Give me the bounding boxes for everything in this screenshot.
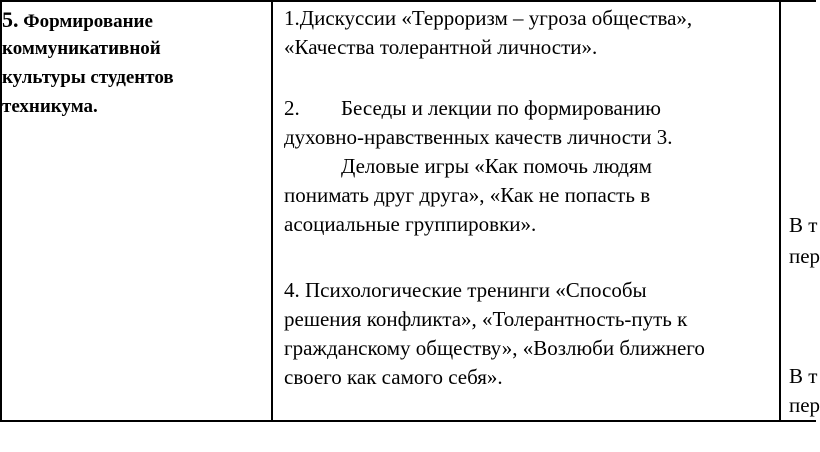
activity-1-line: «Качества толерантной личности». [284,35,598,59]
section-number: 5. [2,7,19,32]
activity-2-line: понимать друг друга», «Как не попасть в [284,183,651,207]
right-column-fragment: В т [789,364,818,388]
activity-4-line: гражданскому обществу», «Возлюби ближнего [284,336,705,360]
activity-4-line: 4. Психологические тренинги «Способы [284,278,647,302]
activity-2-number: 2. [284,96,300,120]
activity-2 [284,94,673,239]
activity-4 [284,276,705,392]
table-border-bottom [0,420,816,422]
section-title-line: Формирование [23,11,153,32]
activity-2-line: Деловые игры «Как помочь людям [341,154,652,178]
activity-2-line: Беседы и лекции по формированию [341,96,661,120]
right-column-fragment: пер [789,244,820,268]
section-title-line: культуры студентов [2,67,174,88]
section-title [2,5,174,121]
right-column-fragment: пер [789,393,820,417]
activity-1 [284,4,692,62]
table-border-top [0,0,816,2]
activity-4-line: своего как самого себя». [284,365,503,389]
section-title-line: коммуникативной [2,38,161,59]
table-column-divider-1 [271,0,273,422]
activity-4-line: решения конфликта», «Толерантность-путь к [284,307,688,331]
activity-2-line: духовно-нравственных качеств личности 3. [284,125,673,149]
section-title-line: техникума. [2,96,98,117]
activity-2-line: асоциальные группировки». [284,212,537,236]
right-column-fragment: В т [789,213,818,237]
table-column-divider-2 [779,0,781,422]
activity-1-line: 1.Дискуссии «Терроризм – угроза общества», [284,6,693,30]
